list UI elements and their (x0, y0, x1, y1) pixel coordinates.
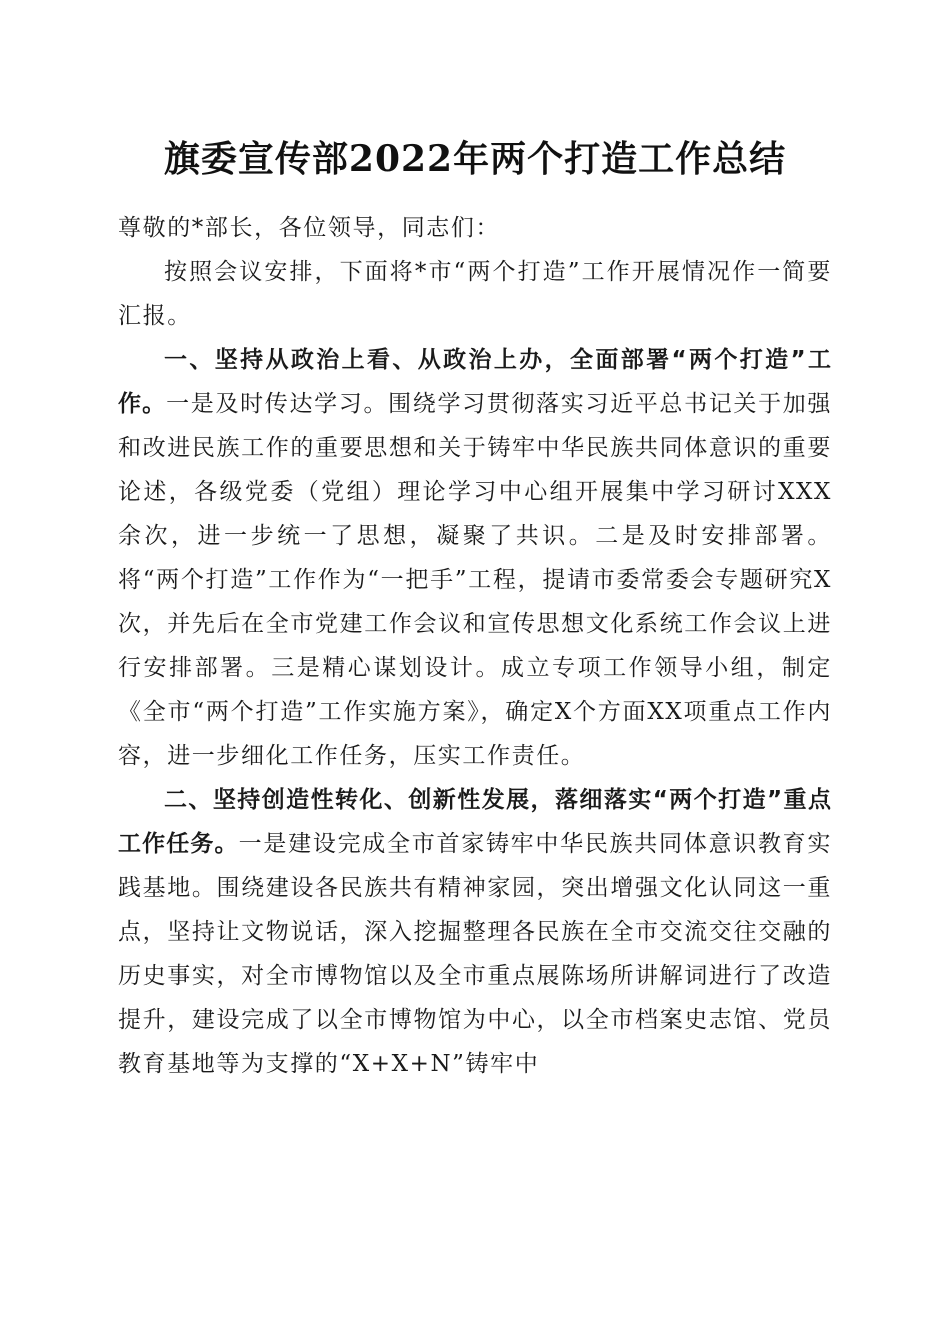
salutation: 尊敬的*部长，各位领导，同志们： (118, 215, 501, 241)
document-body (118, 206, 832, 1086)
section-body-2: 一是建设完成全市首家铸牢中华民族共同体意识教育实践基地。围绕建设各民族共有精神家园，突出增强文化认同这一重点，坚持让文物说话，深入挖掘整理各民族在全市交流交往交融的历史事实，对全市博物馆以及全市重点展陈场所讲解词进行了改造提升，建设完成了以全市博物馆为中心，以全市档案史志馆、党员教育基地等为支撑的“X+X+N”铸牢中 (118, 831, 833, 1077)
section-heading-1: 一、坚持从政治上看、从政治上办，全面部署“两个打造”工作。 (118, 347, 832, 417)
section-paragraph-1 (118, 338, 832, 778)
intro-paragraph: 按照会议安排，下面将*市“两个打造”工作开展情况作一简要汇报。 (118, 259, 832, 329)
section-heading-2: 二、坚持创造性转化、创新性发展，落细落实“两个打造”重点工作任务。 (118, 787, 832, 857)
section-body-1: 一是及时传达学习。围绕学习贯彻落实习近平总书记关于加强和改进民族工作的重要思想和关于铸牢中华民族共同体意识的重要论述，各级党委（党组）理论学习中心组开展集中学习研讨XXX余次，进一步统一了思想，凝聚了共识。二是及时安排部署。将“两个打造”工作作为“一把手”工程，提请市委常委会专题研究X次，并先后在全市党建工作会议和宣传思想文化系统工作会议上进行安排部署。三是精心谋划设计。成立专项工作领导小组，制定《全市“两个打造”工作实施方案》，确定X个方面XX项重点工作内容，进一步细化工作任务，压实工作责任。 (118, 391, 833, 769)
section-paragraph-2 (118, 778, 832, 1086)
document-title: 旗委宣传部2022年两个打造工作总结 (163, 138, 787, 180)
